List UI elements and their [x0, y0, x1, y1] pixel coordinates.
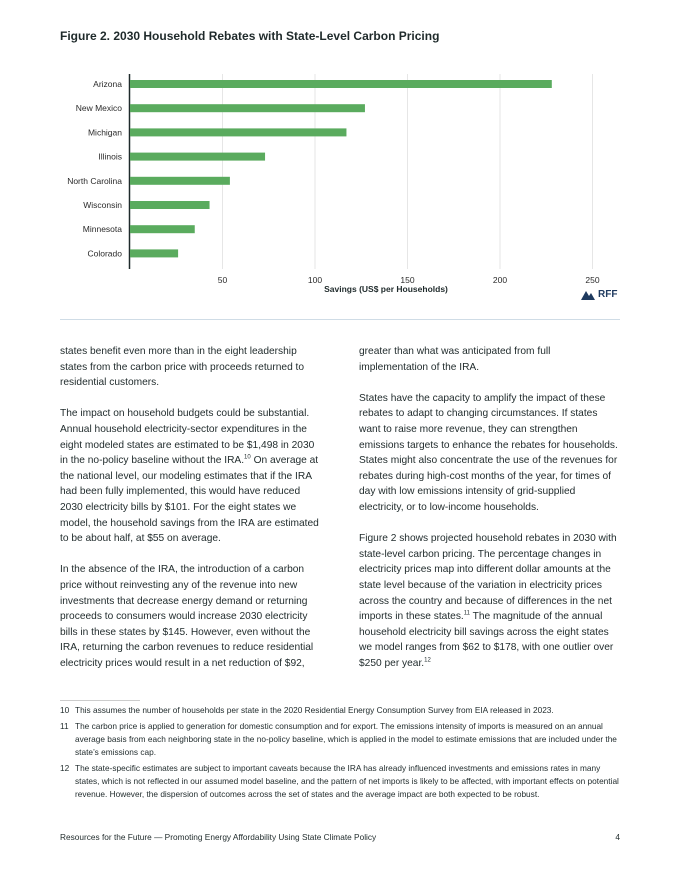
page-footer [60, 832, 620, 842]
footnote-ref[interactable]: 11 [463, 610, 470, 617]
footnote-ref[interactable]: 10 [244, 454, 251, 461]
section-divider [60, 319, 620, 320]
x-axis-label: Savings (US$ per Households) [324, 284, 448, 294]
bar-north-carolina [130, 177, 230, 185]
paragraph: States have the capacity to amplify the impact of these rebates to adapt to changing circumstances. If states want to raise more revenue, they can strengthen emissions targets to enhance the rebates for households. States might also concentrate the use of the revenues for rebates during high-cost months of the year, for times of day with low emissions intensity of grid-supplied electricity, or to low-income households. [359, 392, 618, 513]
paragraph: states benefit even more than in the eight leadership states from the carbon price with proceeds returned to residential customers. [60, 346, 305, 389]
x-tick-label: 100 [307, 275, 323, 285]
paragraph: Figure 2 shows projected household rebates in 2030 with state-level carbon pricing. The percentage changes in electricity prices map into different dollar amounts at the state level because of the variation in electricity prices across the country and because of differences in the net imports in these states.$^{11}$ The magnitude of the annual household electricity bill savings across the eight states we model ranges from $62 to $178, with one outlier over $250 per year.$^{12}$ [359, 533, 617, 669]
footnote-text: This assumes the number of households per state in the 2020 Residential Energy Consumption Survey from EIA released in 2023. [75, 705, 554, 715]
footnote-number: 12 [60, 763, 70, 773]
chart-bars [130, 80, 552, 257]
footnote [60, 704, 620, 717]
chart-category-labels [67, 79, 122, 258]
footer-text: Resources for the Future — Promoting Energy Affordability Using State Climate Policy [60, 832, 377, 842]
paragraph: The impact on household budgets could be substantial. Annual household electricity-sector expenditures in the eight modeled states are estimated to be $1,498 in 2030 in the no-policy baseline without the IRA.$^{10}$ On average at the national level, our modeling estimates that if the IRA had been fully implemented, this would have reduced 2030 electricity bills by $101. For the eight states we model, the household savings from the IRA are estimated to be about half, at $55 on average. [60, 408, 319, 545]
footnote-divider [60, 700, 140, 701]
body-column-left [60, 344, 322, 687]
footnote [60, 762, 620, 801]
category-label: Wisconsin [83, 200, 122, 210]
body-column-right [359, 344, 621, 687]
footnotes [60, 704, 620, 804]
bar-new-mexico [130, 104, 365, 112]
x-tick-label: 50 [217, 275, 228, 285]
footnote [60, 720, 620, 759]
category-label: Minnesota [82, 224, 122, 235]
paragraph: In the absence of the IRA, the introduction of a carbon price without reinvesting any of the revenue into new investments that decrease energy demand or returning proceeds to consumers would increase 2030 electricity bills in these states by $145. However, even without the IRA, returning the carbon revenues to reduce residential electricity prices would result in a net reduction of $92, [60, 564, 314, 669]
bar-arizona [130, 80, 552, 88]
chart-gridlines [223, 74, 593, 269]
rff-logo-text: RFF [598, 289, 618, 300]
rff-mountain-icon [581, 290, 595, 300]
bar-wisconsin [130, 201, 210, 209]
bar-michigan [130, 128, 346, 136]
footnote-text: The state-specific estimates are subject to important caveats because the IRA has already influenced investments and emissions rates in many states, which is not reflected in our assumed model baseline, and the pattern of net imports is likely to be affected, with important effects on potential revenue. However, the dispersion of outcomes across the set of states and the average impact are both expected to be robust. [75, 763, 619, 799]
bar-chart [0, 60, 680, 300]
category-label: North Carolina [67, 175, 122, 186]
bar-minnesota [130, 225, 195, 233]
rff-logo [581, 289, 617, 300]
paragraph: greater than what was anticipated from full implementation of the IRA. [359, 346, 551, 373]
footnote-ref[interactable]: 12 [424, 657, 431, 664]
x-tick-label: 150 [400, 275, 415, 285]
figure-title: Figure 2. 2030 Household Rebates with State-Level Carbon Pricing [60, 29, 440, 43]
bar-colorado [130, 249, 178, 257]
x-tick-label: 250 [585, 275, 600, 285]
footnote-text: The carbon price is applied to generation for domestic consumption and for export. The emissions intensity of imports is measured on an annual average basis from each neighboring state in the no-policy baseline, which is applied in the model to estimate emissions that are included under the state’s emissions cap. [75, 721, 617, 757]
x-tick-label: 200 [492, 275, 508, 285]
footnote-number: 10 [60, 705, 70, 715]
bar-illinois [130, 153, 265, 161]
category-label: Michigan [87, 127, 122, 138]
page-number: 4 [615, 832, 620, 842]
footnote-number: 11 [60, 721, 69, 731]
category-label: Arizona [93, 79, 122, 89]
category-label: New Mexico [75, 103, 122, 114]
category-label: Illinois [98, 151, 122, 162]
category-label: Colorado [87, 248, 122, 259]
